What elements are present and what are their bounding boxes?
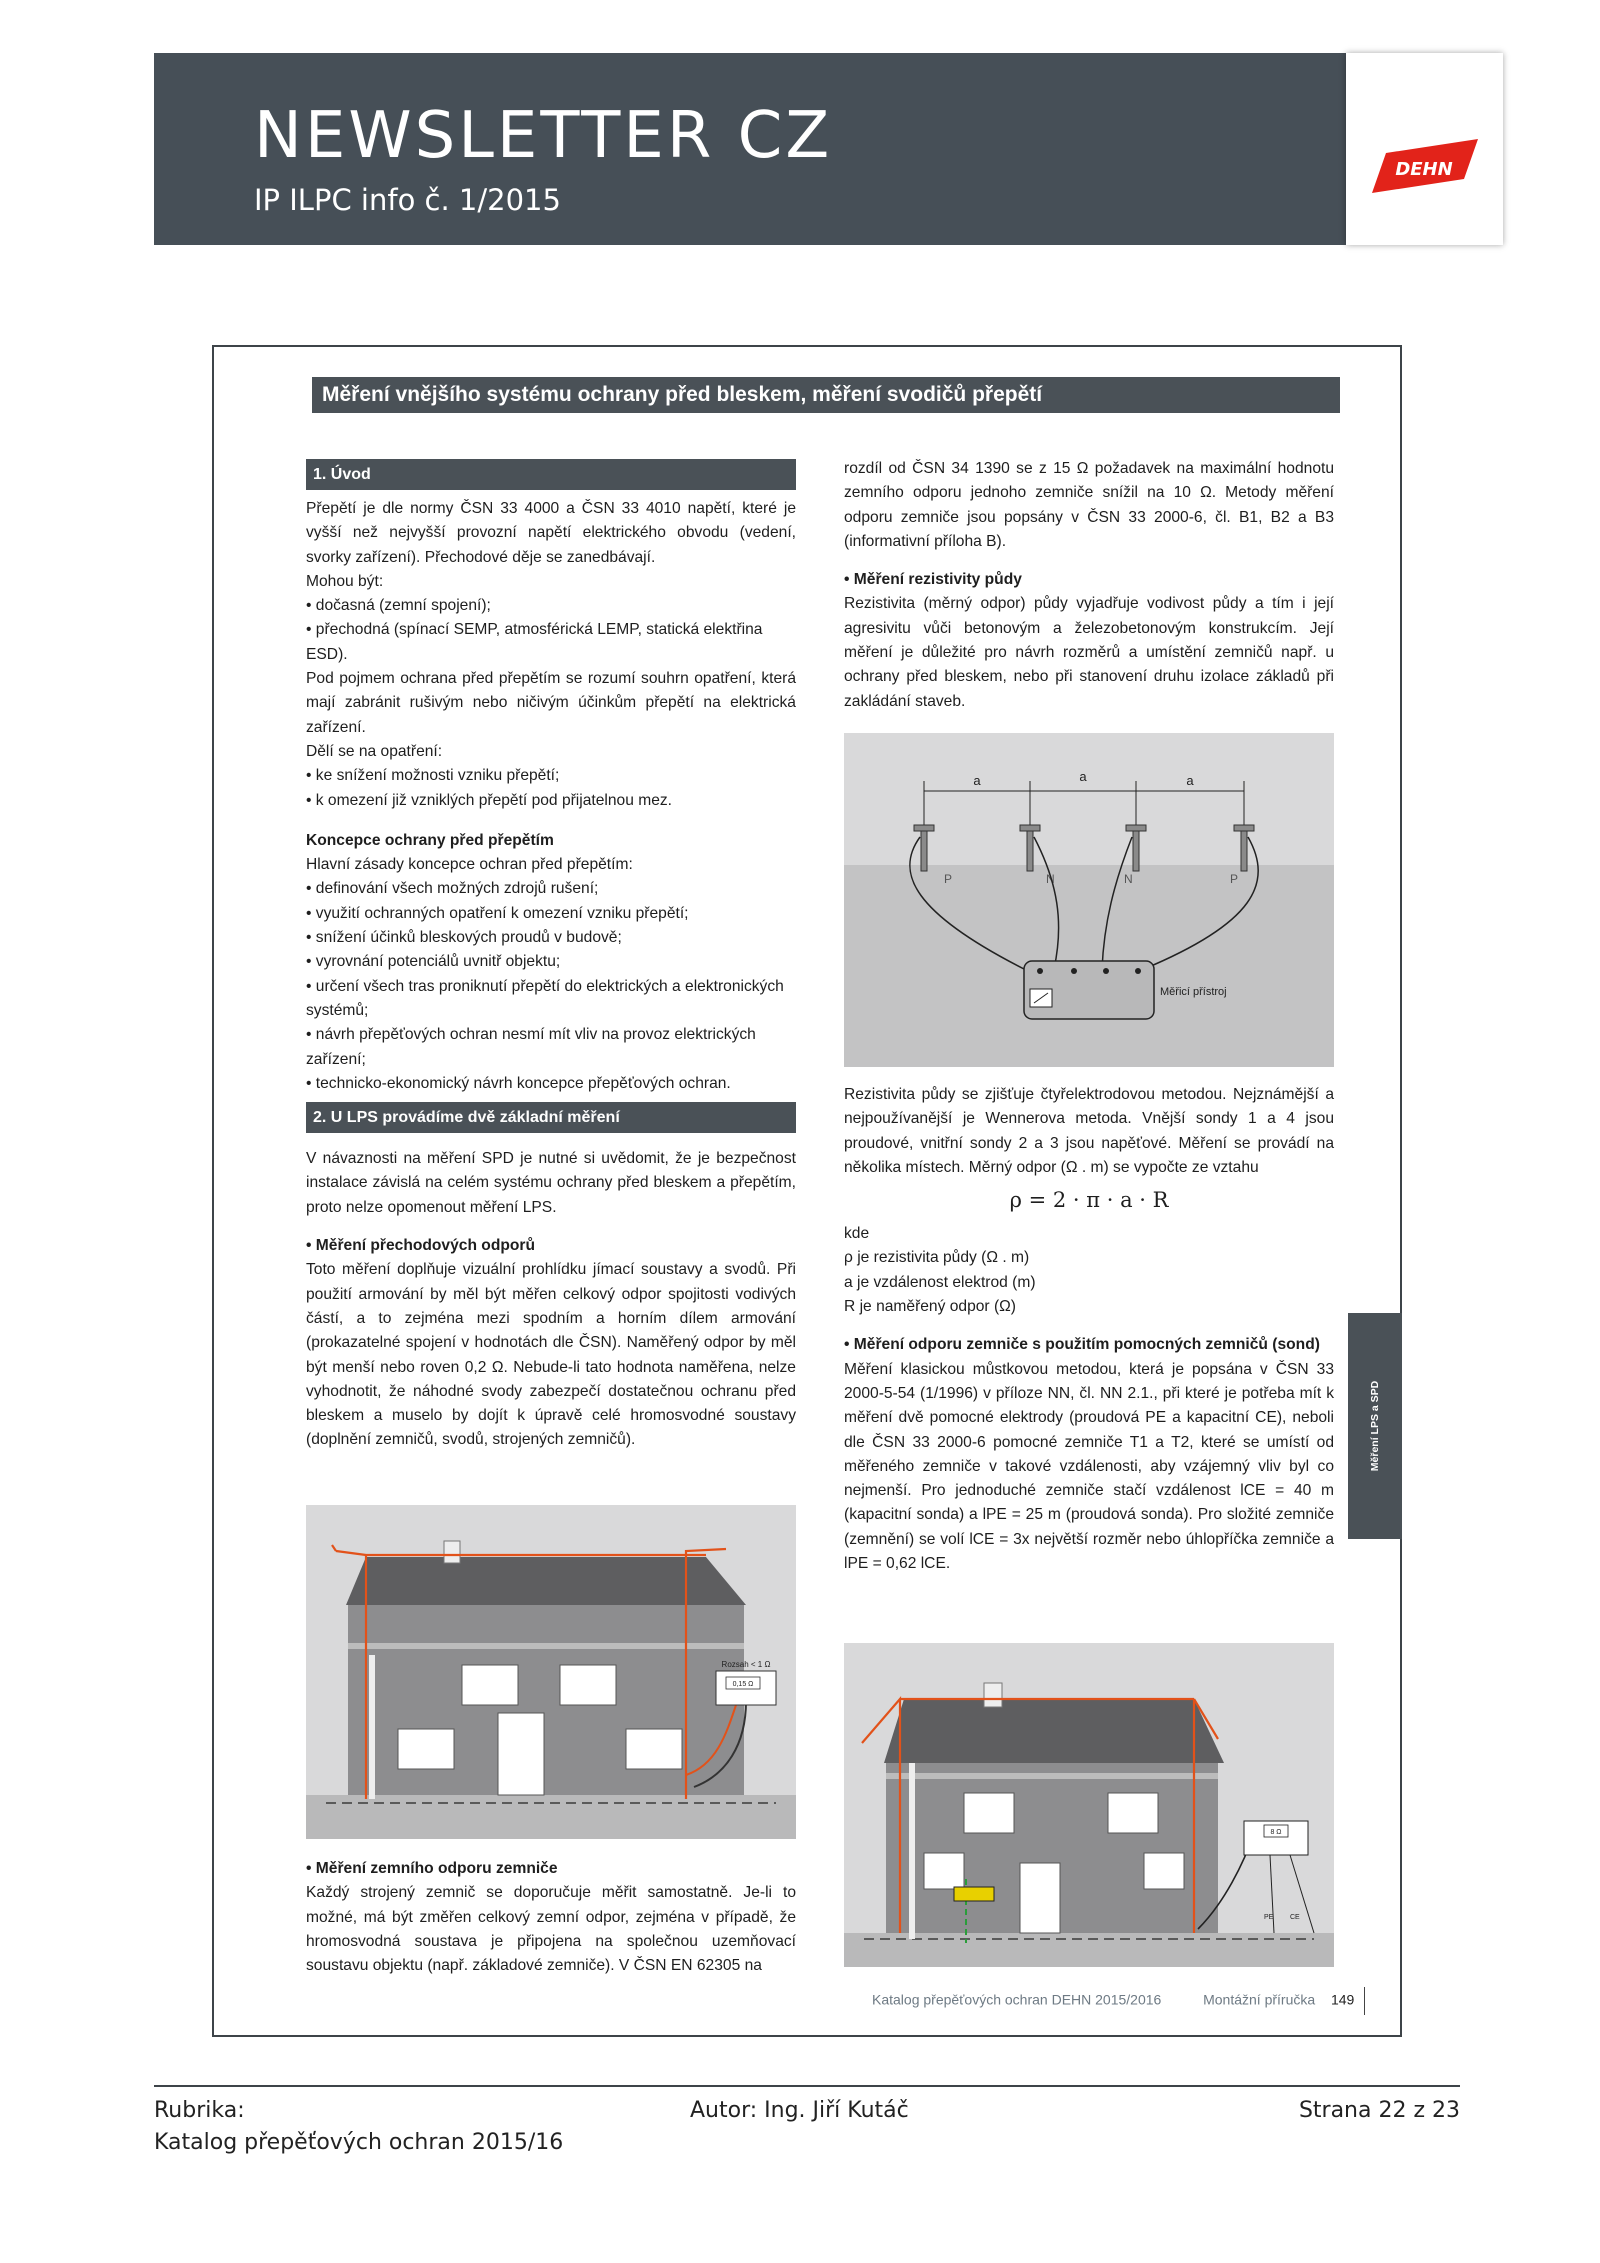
footer-rubrika-value: Katalog přepěťových ochran 2015/16	[154, 2130, 564, 2155]
right-column	[844, 457, 1334, 714]
chapter-side-tab-label: Měření LPS a SPD	[1369, 1380, 1381, 1472]
subheading-zemni-odpor: • Měření zemního odporu zemniče	[306, 1860, 558, 1877]
paragraph: Toto měření doplňuje vizuální prohlídku jímací soustavy a svodů. Při použití armování by měl být měřen celkový odpor spojitosti vodivých částí, a to zejména mezi spodním a horním dílem armování (prokazatelné spojení v hodnotách dle ČSN). Naměřený odpor by měl být menší nebo roven 0,2 Ω. Nebude-li tato hodnota naměřena, nelze vyhodnotit, že náhodné svody zabezpečí dostatečnou ochranu před bleskem a muselo by dojít k úpravě celé hromosvodné soustavy (doplnění zemničů, svodů, strojených zemničů).	[306, 1261, 796, 1449]
list-item: • přechodná (spínací SEMP, atmosférická LEMP, statická elektřina ESD).	[306, 621, 763, 663]
subheading-pomocne-zemnice: • Měření odporu zemniče s použitím pomocných zemničů (sond)	[844, 1336, 1320, 1354]
list-item: • ke snížení možnosti vzniku přepětí;	[306, 767, 560, 785]
probe-label: P	[944, 872, 953, 886]
list-item: • návrh přepěťových ochran nesmí mít vliv na provoz elektrických zařízení;	[306, 1026, 756, 1068]
distance-label: a	[1186, 773, 1194, 788]
right-column-middle	[844, 1083, 1334, 1576]
chapter-side-tab	[1348, 1313, 1402, 1539]
probe-label: N	[1046, 872, 1055, 886]
subheading-prechodove-odpory: • Měření přechodových odporů	[306, 1237, 535, 1255]
figure-label: Rozsah < 1 Ω	[721, 1660, 771, 1669]
probe-label: P	[1230, 872, 1239, 886]
paragraph: Rezistivita (měrný odpor) půdy vyjadřuje vodivost půdy a tím i její agresivitu vůči betonovým a železobetonovým konstrukcím. Její měření je důležité pro návrh rozměrů a umístění zemničů např. u ochrany před bleskem, nebo při stanovení druhu izolace základů při zakládání staveb.	[844, 595, 1334, 710]
figure-wenner-method	[844, 733, 1334, 1067]
list-item: • určení všech tras proniknutí přepětí do elektrických a elektronických systémů;	[306, 977, 784, 1019]
catalog-name: Katalog přepěťových ochran DEHN 2015/2016	[872, 1991, 1162, 2008]
catalog-page	[212, 345, 1402, 2037]
paragraph: Měření klasickou můstkovou metodou, která je popsána v ČSN 33 2000-5-54 (1/1996) v příloze NN, čl. NN 2.1., při které je potřeba mít k měření dvě pomocné elektrody (proudová PE a kapacitní CE), neboli dle ČSN 33 2000-6 pomocné zemniče T1 a T2, které se umístí od měřeného zemniče v takové vzdálenosti, aby vzájemný vliv byl co nejmenší. Pro jednoduché zemniče stačí vzdálenost lCE = 40 m (kapacitní sonda) a lPE = 25 m (proudová sonda). Pro složité zemniče (zemnění) se volí lCE = 3x největší rozměr nebo úhlopříčka zemniče a lPE = 0,62 lCE.	[844, 1360, 1334, 1573]
section-heading-lps: 2. U LPS provádíme dvě základní měření	[306, 1102, 796, 1133]
newsletter-issue: IP ILPC info č. 1/2015	[254, 183, 561, 217]
legend-line: ρ je rezistivita půdy (Ω . m)	[844, 1249, 1030, 1267]
left-column	[306, 459, 796, 1453]
footer-rubrika-label: Rubrika:	[154, 2098, 245, 2123]
paragraph: V návaznosti na měření SPD je nutné si uvědomit, že je bezpečnost instalace závislá na celém systému ochrany před bleskem a přepětím, proto nelze opomenout měření LPS.	[306, 1150, 796, 1216]
figure-continuity-measurement	[306, 1505, 796, 1839]
handbook-name: Montážní příručka	[1203, 1991, 1316, 2008]
catalog-page-footer	[872, 1987, 1365, 2015]
list-item: • k omezení již vzniklých přepětí pod přijatelnou mez.	[306, 791, 673, 809]
footer-divider	[154, 2085, 1460, 2087]
newsletter-title: NEWSLETTER CZ	[254, 99, 833, 173]
list-item: • dočasná (zemní spojení);	[306, 597, 491, 615]
left-column-bottom	[306, 1857, 796, 1978]
paragraph: Rezistivita půdy se zjišťuje čtyřelektrodovou metodou. Nejznámější a nejpoužívanější je Wennerova metoda. Vnější sondy 1 a 4 jsou proudové, vnitřní sondy 2 a 3 jsou napěťové. Měření se provádí na několika místech. Měrný odpor (Ω . m) se vypočte ze vztahu	[844, 1086, 1334, 1176]
dehn-logo	[1346, 53, 1503, 245]
footer-page-number: Strana 22 z 23	[1298, 2098, 1460, 2123]
electrode-label: CE	[1290, 1914, 1300, 1921]
figure-earth-resistance	[844, 1643, 1334, 1967]
meter-reading: 8 Ω	[1270, 1829, 1282, 1836]
paragraph: Pod pojmem ochrana před přepětím se rozumí souhrn opatření, která mají zabránit rušivým nebo ničivým účinkům přepětí na elektrická zařízení.	[306, 670, 796, 736]
newsletter-header	[154, 53, 1460, 245]
footer-author: Autor: Ing. Jiří Kutáč	[690, 2098, 909, 2123]
list-item: • definování všech možných zdrojů rušení;	[306, 880, 599, 898]
meter-label: Měřicí přístroj	[1160, 986, 1227, 998]
list-item: • technicko-ekonomický návrh koncepce přepěťových ochran.	[306, 1074, 731, 1092]
list-item: • snížení účinků bleskových proudů v budově;	[306, 929, 622, 947]
logo-text: DEHN	[1395, 159, 1453, 180]
distance-label: a	[1079, 769, 1087, 784]
figure-label: 0,15 Ω	[732, 1681, 754, 1688]
paragraph: Mohou být:	[306, 572, 384, 590]
subheading-rezistivita: • Měření rezistivity půdy	[844, 571, 1022, 589]
paragraph: kde	[844, 1225, 870, 1243]
list-item: • využití ochranných opatření k omezení vzniku přepětí;	[306, 904, 689, 922]
paragraph: Každý strojený zemnič se doporučuje měřit samostatně. Je-li to možné, má být změřen celkový zemní odpor, zejména v případě, že hromosvodná soustava je připojena na společnou uzemňovací soustavu objektu (např. základové zemniče). V ČSN EN 62305 na	[306, 1884, 796, 1975]
resistivity-formula: ρ = 2 · π · a · R	[1009, 1188, 1169, 1213]
probe-label: N	[1124, 872, 1133, 886]
distance-label: a	[973, 773, 981, 788]
paragraph: rozdíl od ČSN 34 1390 se z 15 Ω požadavek na maximální hodnotu zemního odporu jednoho zemniče snížil na 10 Ω. Metody měření odporu zemniče jsou popsány v ČSN 33 2000-6, čl. B1, B2 a B3 (informativní příloha B).	[844, 460, 1334, 550]
list-item: • vyrovnání potenciálů uvnitř objektu;	[306, 953, 561, 971]
paragraph: Přepětí je dle normy ČSN 33 4000 a ČSN 33 4010 napětí, které je vyšší než nejvyšší provozní napětí elektrického obvodu (vedení, svorky zařízení). Přechodové děje se zanedbávají.	[306, 500, 796, 566]
legend-line: R je naměřený odpor (Ω)	[844, 1298, 1016, 1316]
subheading-koncepce: Koncepce ochrany před přepětím	[306, 831, 554, 849]
paragraph: Dělí se na opatření:	[306, 742, 443, 760]
catalog-page-number: 149	[1330, 1991, 1355, 2008]
article-title: Měření vnějšího systému ochrany před bleskem, měření svodičů přepětí	[312, 377, 1340, 413]
electrode-label: PE	[1264, 1914, 1274, 1921]
legend-line: a je vzdálenost elektrod (m)	[844, 1273, 1036, 1291]
paragraph: Hlavní zásady koncepce ochran před přepětím:	[306, 856, 633, 874]
section-heading-uvod: 1. Úvod	[306, 459, 796, 490]
